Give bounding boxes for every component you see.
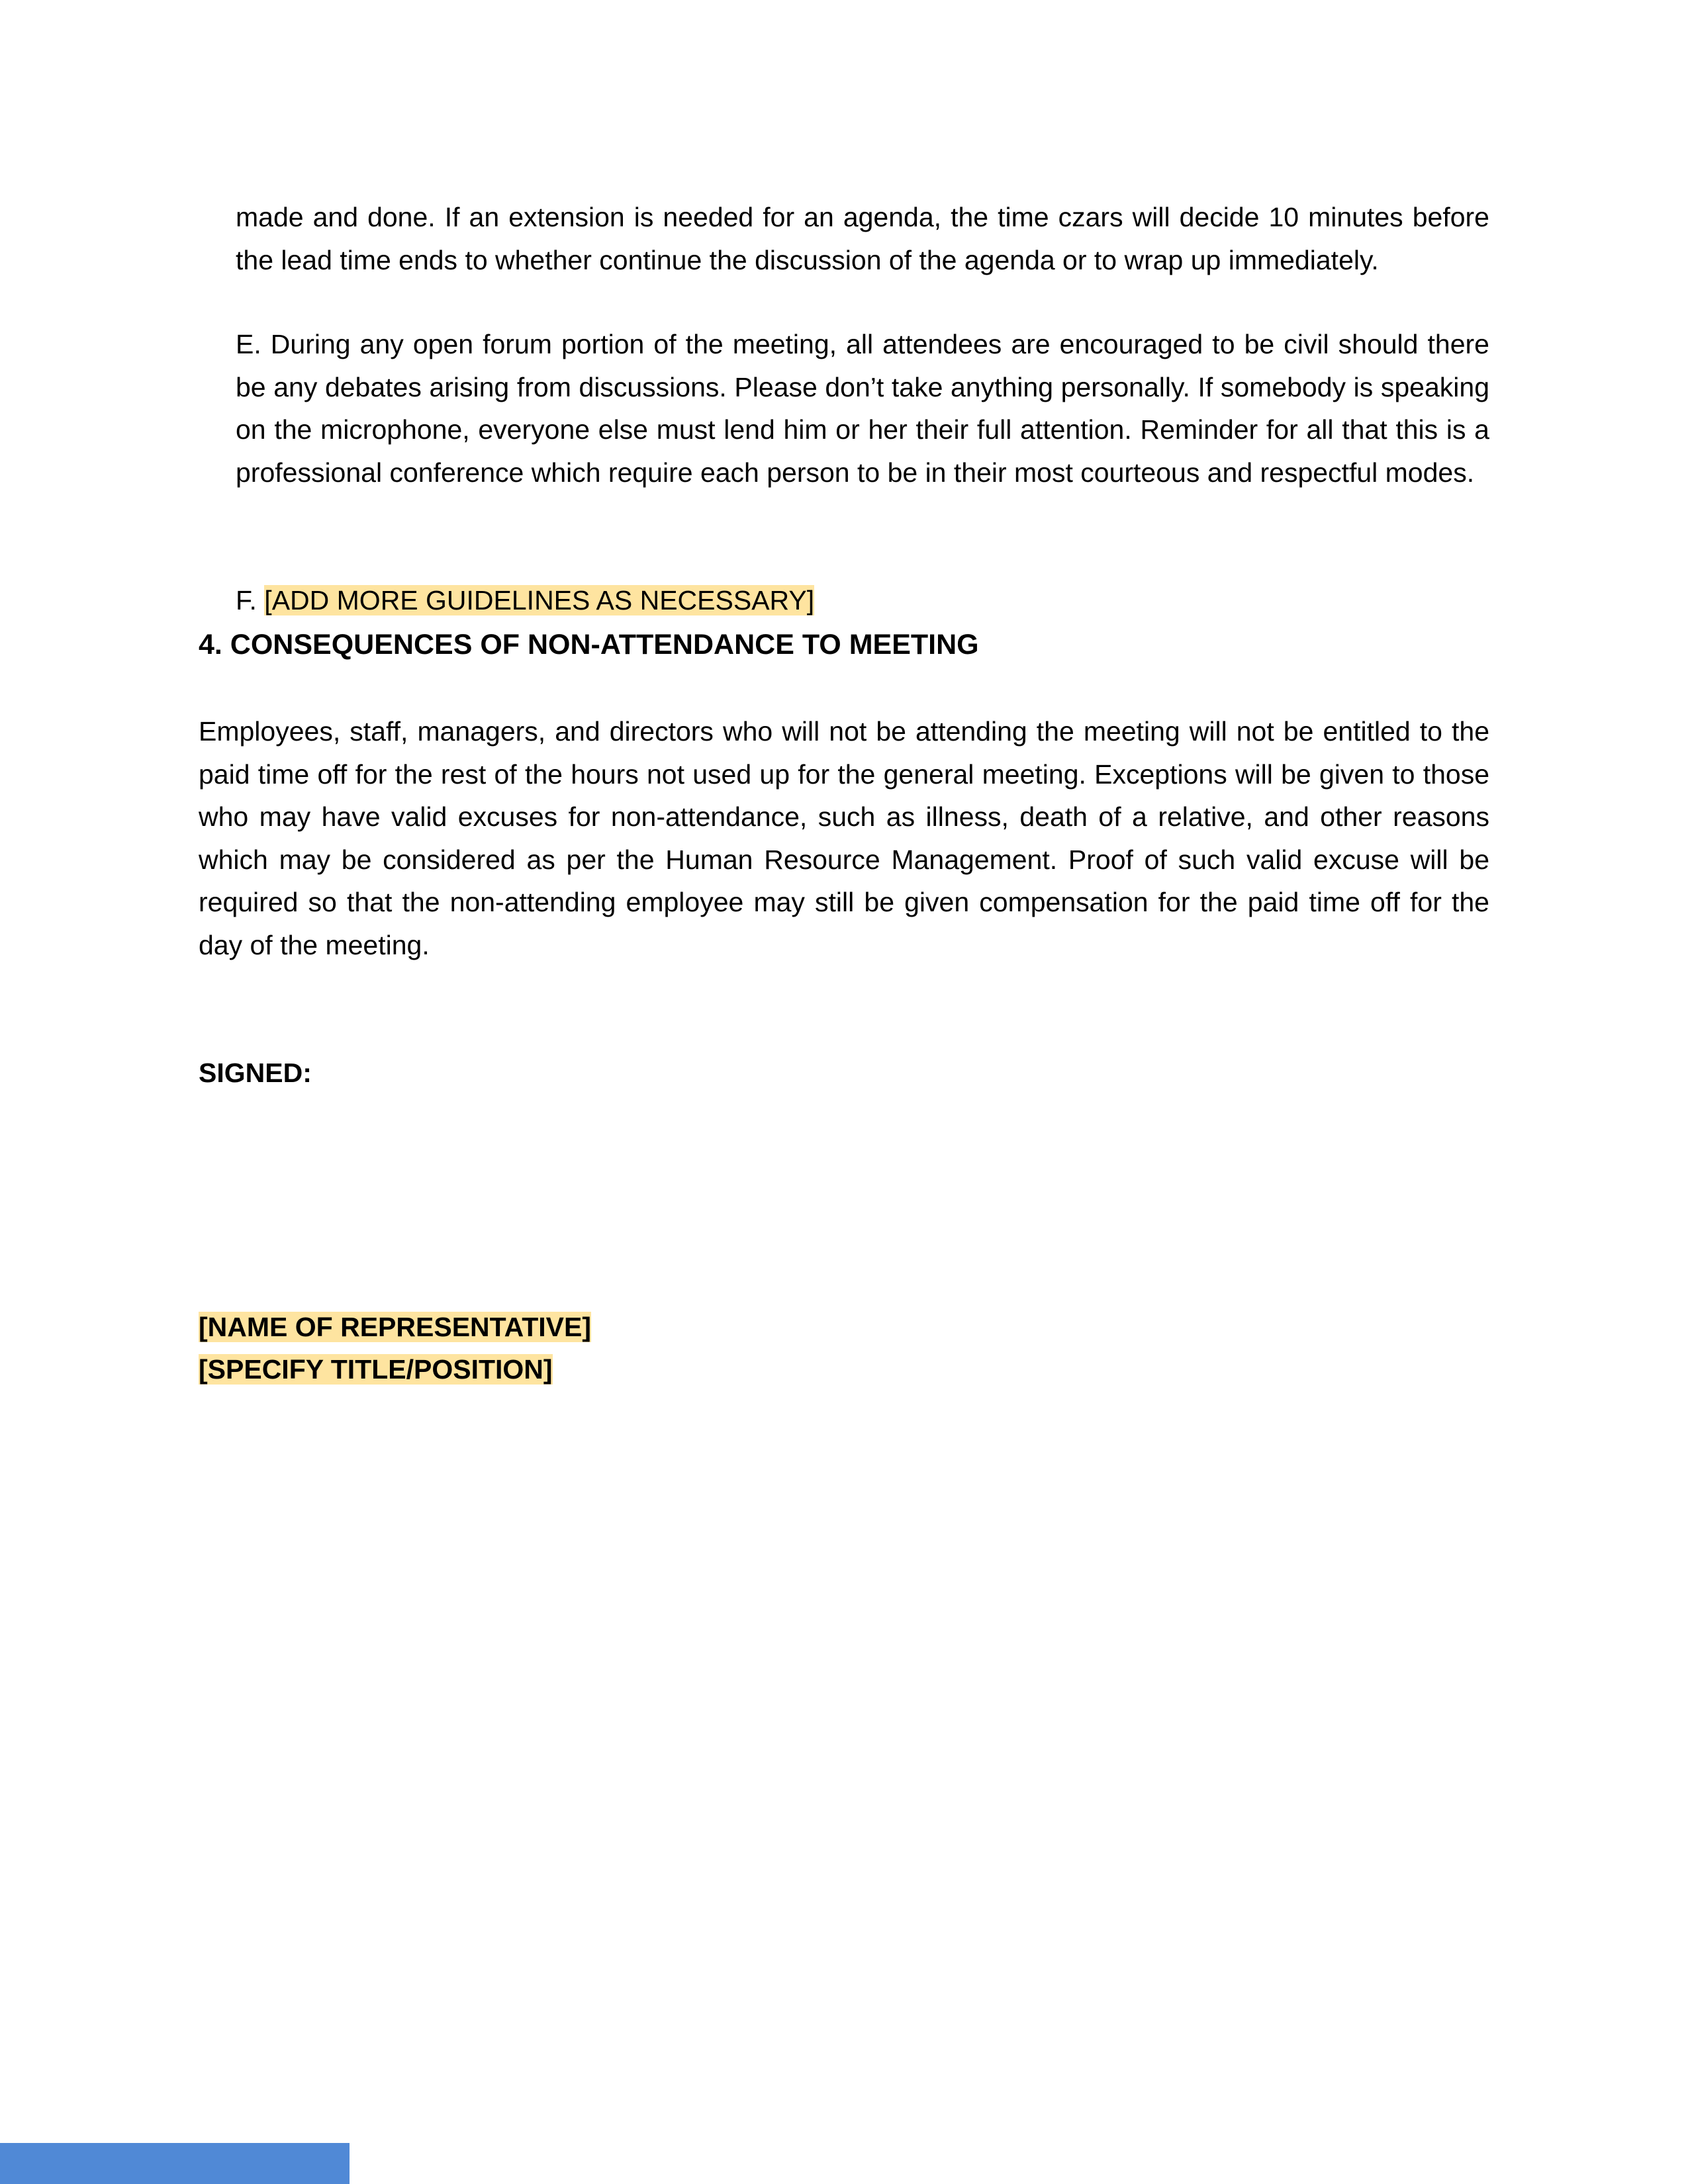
paragraph-guideline-e — [236, 323, 1489, 494]
representative-name — [199, 1306, 591, 1348]
section-4-body-text: Employees, staff, managers, and directors who will not be attending the meeting will not be entitled to the paid time off for the rest of the hours not used up for the general meeting. Exceptions will be given to those who may have valid excuses for non-attendance, such as illness, death of a relative, and other reasons which may be considered as per the Human Resource Management. Proof of such valid excuse will be required so that the non-attending employee may still be given compensation for the paid time off for the day of the meeting. — [199, 716, 1489, 960]
paragraph-continuation-text: made and done. If an extension is needed for an agenda, the time czars will decide 10 minutes before the lead time ends to whether continue the discussion of the agenda or to wrap up immediately. — [236, 202, 1489, 275]
representative-name-placeholder: [NAME OF REPRESENTATIVE] — [199, 1312, 591, 1342]
footer-accent-bar — [0, 2143, 350, 2184]
paragraph-continuation — [236, 196, 1489, 281]
paragraph-guideline-f-text — [236, 579, 1489, 622]
section-4-heading: 4. CONSEQUENCES OF NON-ATTENDANCE TO MEETING — [199, 629, 979, 660]
signed-label: SIGNED: — [199, 1058, 312, 1088]
guideline-f-prefix: F. — [236, 585, 265, 615]
section-4-body — [199, 710, 1489, 966]
paragraph-guideline-e-text: E. During any open forum portion of the meeting, all attendees are encouraged to be civil should there be any debates arising from discussions. Please don’t take anything personally. If somebody is speaking on the microphone, everyone else must lend him or her their full attention. Reminder for all that this is a professional conference which require each person to be in their most courteous and respectful modes. — [236, 329, 1489, 488]
guideline-placeholder: [ADD MORE GUIDELINES AS NECESSARY] — [264, 585, 815, 615]
paragraph-guideline-f — [236, 579, 1489, 622]
representative-title-placeholder: [SPECIFY TITLE/POSITION] — [199, 1354, 553, 1385]
representative-title — [199, 1348, 553, 1390]
